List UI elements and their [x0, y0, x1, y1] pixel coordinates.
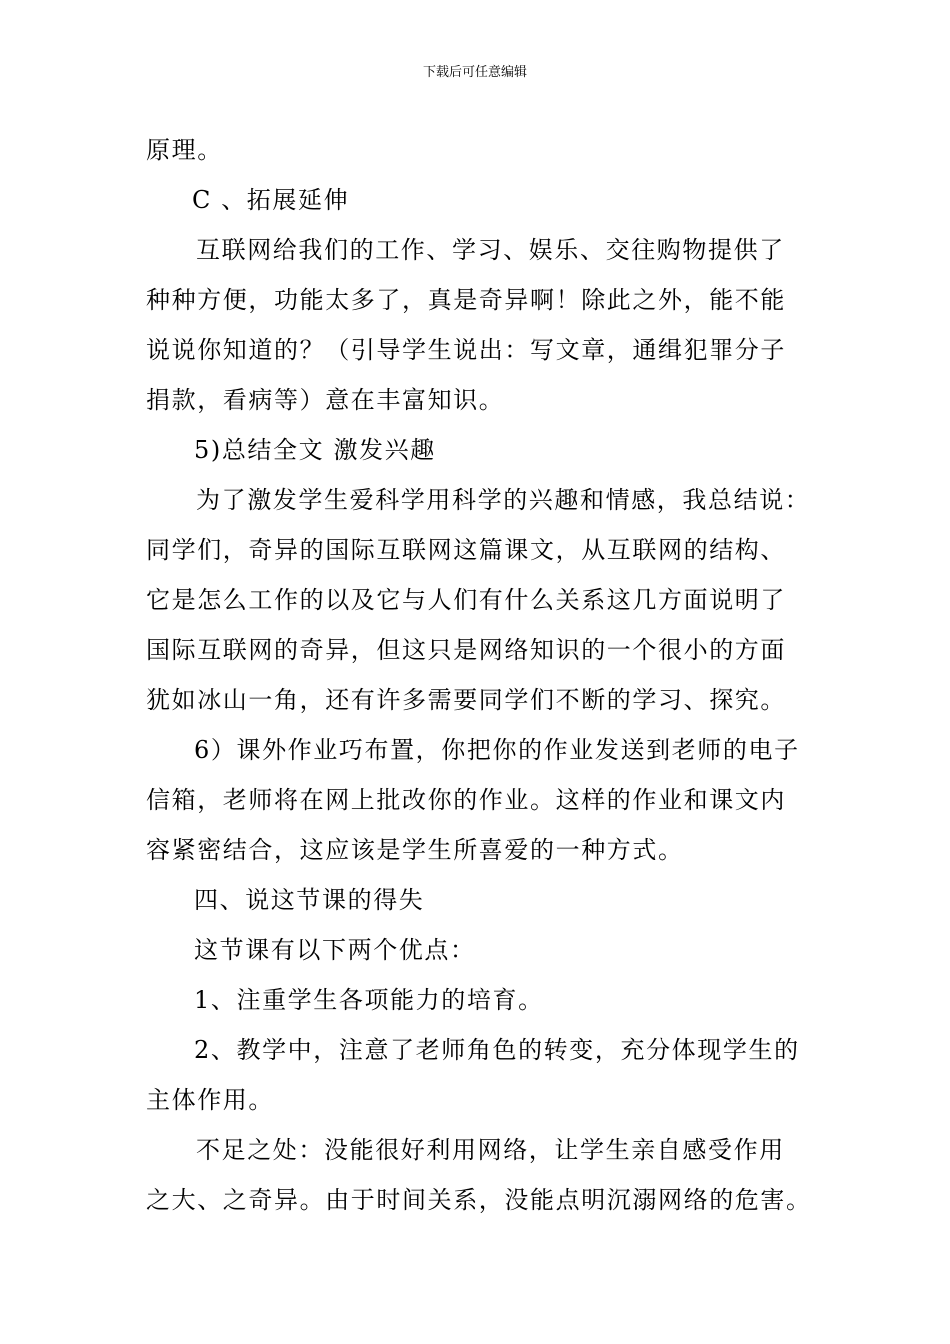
text-line: 国际互联网的奇异，但这只是网络知识的一个很小的方面 [146, 636, 786, 664]
text-line: 它是怎么工作的以及它与人们有什么关系这几方面说明了 [146, 586, 786, 614]
text-line: 原理。 [146, 136, 223, 164]
text-line: 说说你知道的？（引导学生说出：写文章，通缉犯罪分子 [146, 336, 786, 364]
list-item: 1、注重学生各项能力的培育。 [194, 986, 544, 1014]
text-line: 信箱，老师将在网上批改你的作业。这样的作业和课文内 [146, 786, 786, 814]
text-line: 容紧密结合，这应该是学生所喜爱的一种方式。 [146, 836, 684, 864]
text-line: 主体作用。 [146, 1086, 274, 1114]
list-item: 2、教学中，注意了老师角色的转变，充分体现学生的 [194, 1036, 800, 1064]
page-header: 下载后可任意编辑 [422, 65, 527, 80]
section-heading: C 、拓展延伸 [192, 186, 350, 214]
text-line: 种种方便，功能太多了，真是奇异啊！除此之外，能不能 [146, 286, 786, 314]
paragraph-start: 不足之处：没能很好利用网络，让学生亲自感受作用 [196, 1136, 785, 1164]
section-heading: 5)总结全文 激发兴趣 [194, 436, 436, 464]
text-line: 之大、之奇异。由于时间关系，没能点明沉溺网络的危害。 [146, 1186, 812, 1214]
text-line: 犹如冰山一角，还有许多需要同学们不断的学习、探究。 [146, 686, 786, 714]
paragraph-start: 6）课外作业巧布置，你把你的作业发送到老师的电子 [194, 736, 800, 764]
text-line: 同学们，奇异的国际互联网这篇课文，从互联网的结构、 [146, 536, 786, 564]
paragraph-start: 这节课有以下两个优点： [194, 936, 476, 964]
paragraph-start: 互联网给我们的工作、学习、娱乐、交往购物提供了 [196, 236, 785, 264]
document-body [146, 125, 826, 1225]
paragraph-start: 为了激发学生爱科学用科学的兴趣和情感，我总结说： [196, 486, 811, 514]
section-heading: 四、说这节课的得失 [194, 886, 425, 914]
text-line: 捐款，看病等）意在丰富知识。 [146, 386, 505, 414]
